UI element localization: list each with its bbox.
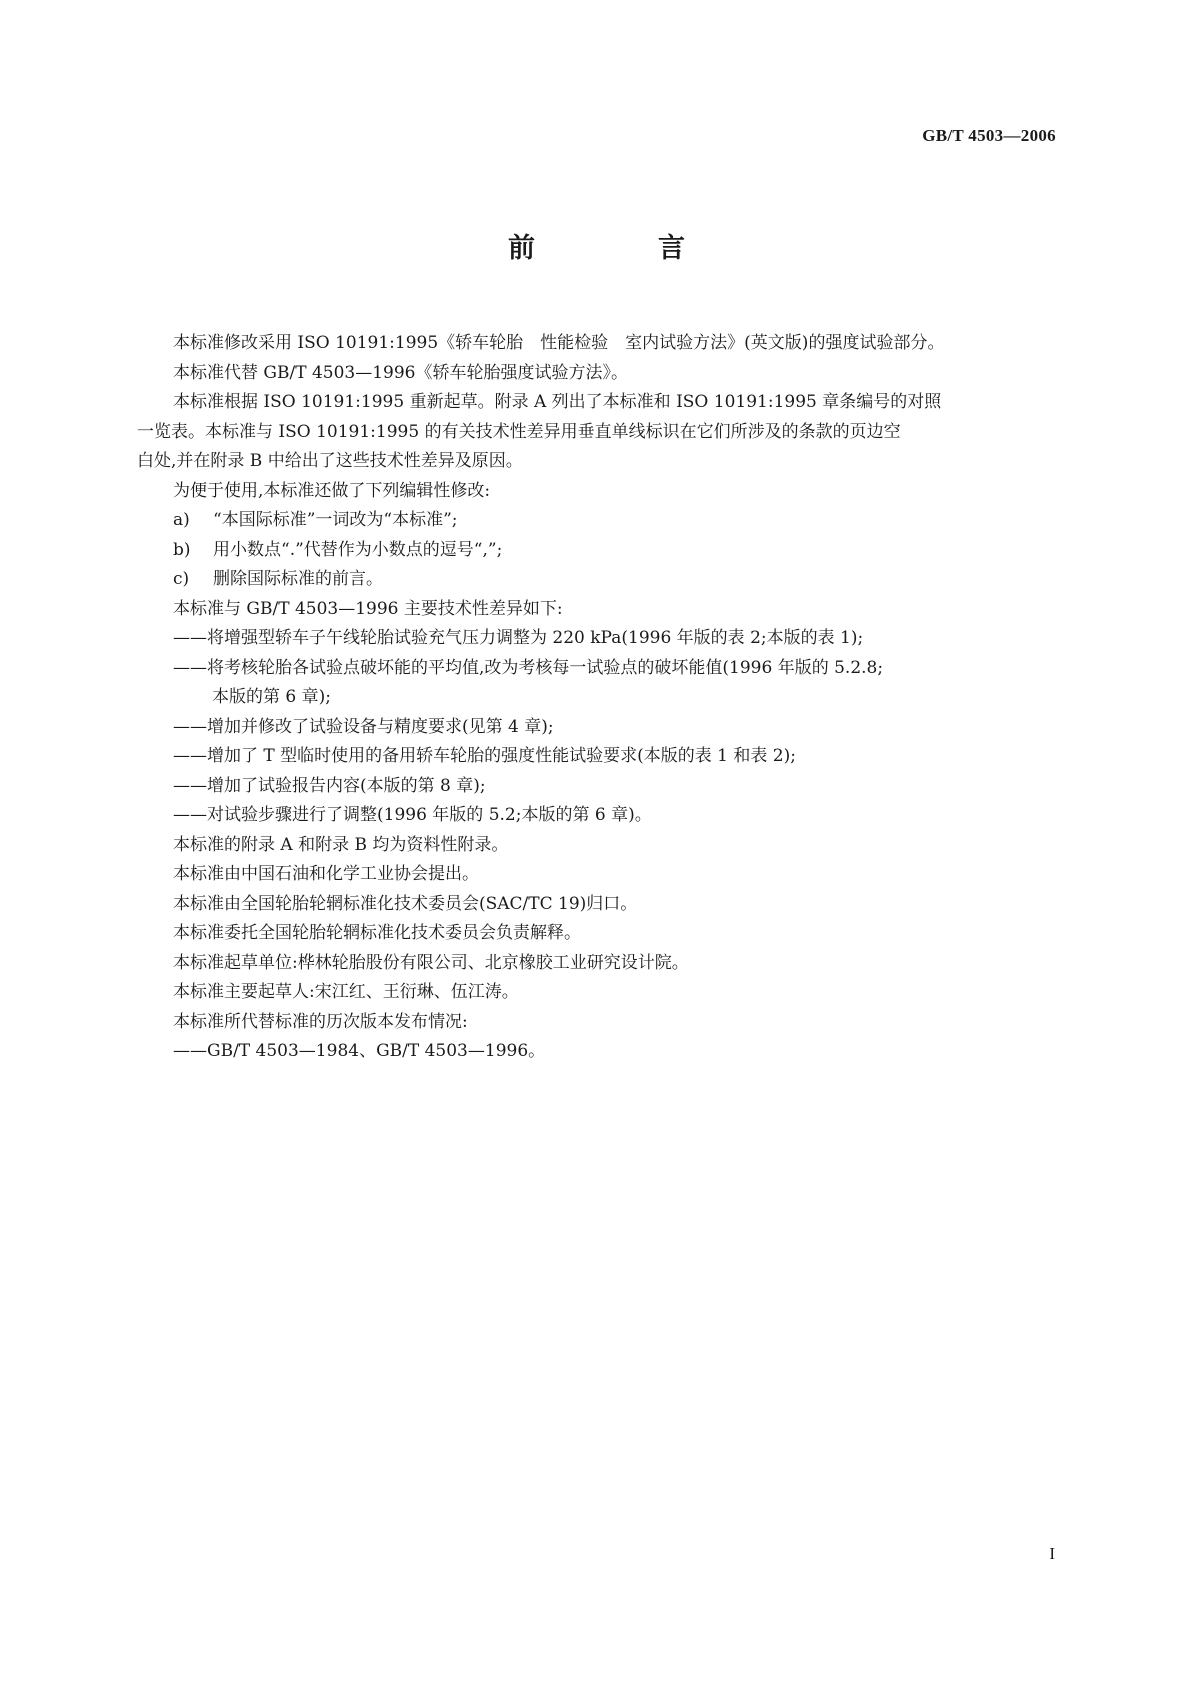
paragraph-line: 本标准主要起草人:宋江红、王衍琳、伍江涛。 (173, 982, 519, 1002)
list-marker: a) (173, 510, 190, 530)
paragraph-line: 本标准代替 GB/T 4503—1996《轿车轮胎强度试验方法》。 (173, 362, 628, 383)
paragraph-line: 本标准修改采用 ISO 10191:1995《轿车轮胎 性能检验 室内试验方法》(英文版)的强度试验部分。 (173, 333, 945, 353)
paragraph-line: 本标准的附录 A 和附录 B 均为资料性附录。 (173, 834, 509, 855)
dash-item: ——GB/T 4503—1984、GB/T 4503—1996。 (173, 1041, 546, 1061)
dash-item: ——将增强型轿车子午线轮胎试验充气压力调整为 220 kPa(1996 年版的表 2;本版的表 1); (173, 628, 864, 648)
dash-item: ——对试验步骤进行了调整(1996 年版的 5.2;本版的第 6 章)。 (173, 805, 652, 825)
list-marker: b) (173, 539, 191, 560)
paragraph-line: 本标准所代替标准的历次版本发布情况: (173, 1011, 468, 1032)
list-item (137, 506, 1057, 536)
list-item-text: “本国际标准”一词改为“本标准”; (213, 510, 458, 530)
list-item-text: 用小数点“.”代替作为小数点的逗号“,”; (213, 539, 503, 560)
standard-code: GB/T 4503—2006 (922, 126, 1056, 145)
paragraph-line: 本标准由中国石油和化学工业协会提出。 (173, 864, 479, 884)
paragraph-line: 本标准起草单位:桦林轮胎股份有限公司、北京橡胶工业研究设计院。 (173, 952, 689, 973)
list-item (137, 565, 1057, 595)
list-item-text: 删除国际标准的前言。 (213, 569, 383, 589)
paragraph-line: 白处,并在附录 B 中给出了这些技术性差异及原因。 (137, 451, 523, 471)
page-number: I (1049, 1544, 1055, 1563)
dash-item: ——增加了试验报告内容(本版的第 8 章); (173, 775, 486, 796)
paragraph-line: 本标准由全国轮胎轮辋标准化技术委员会(SAC/TC 19)归口。 (173, 893, 638, 914)
dash-item: ——增加了 T 型临时使用的备用轿车轮胎的强度性能试验要求(本版的表 1 和表 2); (173, 746, 796, 766)
page-title: 前 言 (508, 233, 733, 264)
paragraph-line: 为便于使用,本标准还做了下列编辑性修改: (173, 480, 491, 501)
dash-item: ——增加并修改了试验设备与精度要求(见第 4 章); (173, 716, 554, 737)
foreword-body (137, 329, 1057, 1067)
dash-item-continuation: 本版的第 6 章); (212, 687, 331, 707)
paragraph-line: 一览表。本标准与 ISO 10191:1995 的有关技术性差异用垂直单线标识在它们所涉及的条款的页边空 (137, 421, 901, 442)
paragraph-line: 本标准与 GB/T 4503—1996 主要技术性差异如下: (173, 598, 563, 619)
list-item (137, 536, 1057, 566)
paragraph-line: 本标准根据 ISO 10191:1995 重新起草。附录 A 列出了本标准和 ISO 10191:1995 章条编号的对照 (173, 392, 942, 412)
list-marker: c) (173, 569, 190, 589)
paragraph-line: 本标准委托全国轮胎轮辋标准化技术委员会负责解释。 (173, 923, 581, 943)
dash-item: ——将考核轮胎各试验点破坏能的平均值,改为考核每一试验点的破坏能值(1996 年版的 5.2.8; (173, 657, 884, 678)
